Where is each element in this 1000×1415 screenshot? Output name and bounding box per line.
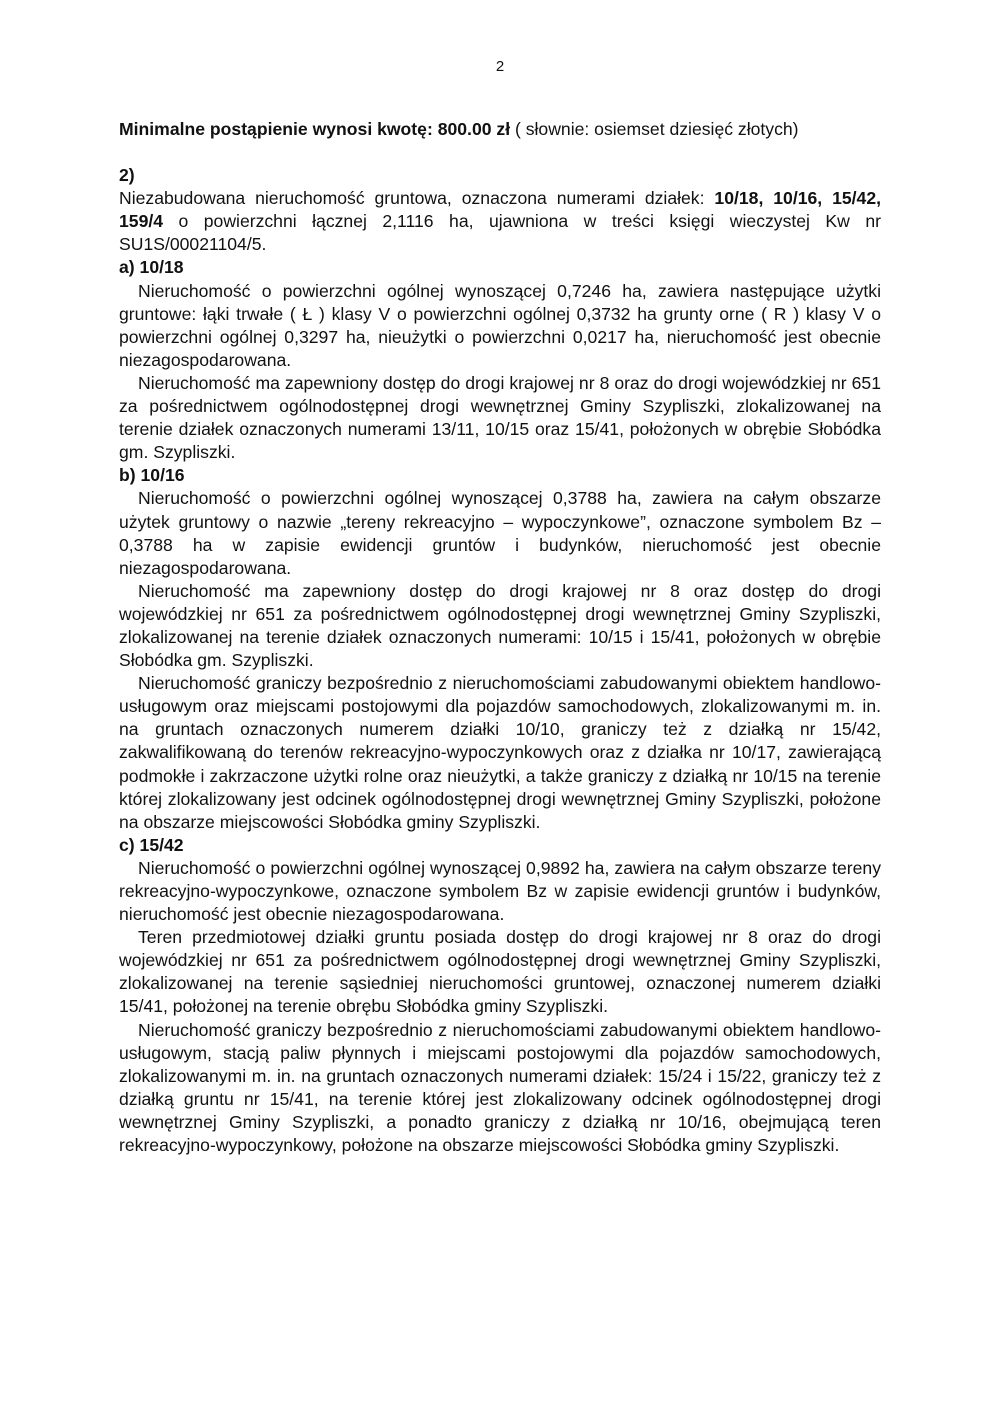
min-bid-label: Minimalne postąpienie wynosi kwotę: 800.00 zł: [119, 119, 511, 139]
item-2-intro: [119, 187, 881, 256]
document-body: [119, 118, 881, 1157]
section-c-paragraph-1: Nieruchomość o powierzchni ogólnej wynoszącej 0,9892 ha, zawiera na całym obszarze tereny rekreacyjno-wypoczynkowe, oznaczone symbolem Bz w zapisie ewidencji gruntów i budynków, nieruchomość jest obecnie niezagospodarowana.: [119, 857, 881, 925]
min-bid-paragraph: [119, 118, 881, 141]
section-c-paragraph-3: Nieruchomość graniczy bezpośrednio z nieruchomościami zabudowanymi obiektem handlowo-usługowym, stacją paliw płynnych i miejscami postojowymi dla pojazdów samochodowych, zlokalizowanymi m. in. na gruntach oznaczonych numerami działek: 15/24 i 15/22, graniczy też z działką gruntu nr 15/41, na terenie której jest zlokalizowany odcinek ogólnodostępnej drogi wewnętrznej Gminy Szypliszki, a ponadto graniczy z działką nr 10/16, obejmującą teren rekreacyjno-wypoczynkowy, położone na obszarze miejscowości Słobódka gminy Szypliszki.: [119, 1019, 881, 1156]
section-b-paragraph-2: Nieruchomość ma zapewniony dostęp do drogi krajowej nr 8 oraz dostęp do drogi wojewódzkiej nr 651 za pośrednictwem ogólnodostępnej drogi wewnętrznej Gminy Szypliszki, zlokalizowanej na terenie działek oznaczonych numerami: 10/15 i 15/41, położonych w obrębie Słobódka gm. Szypliszki.: [119, 580, 881, 671]
section-a-paragraph-1: Nieruchomość o powierzchni ogólnej wynoszącej 0,7246 ha, zawiera następujące użytki gruntowe: łąki trwałe ( Ł ) klasy V o powierzchni ogólnej 0,3732 ha grunty orne ( R ) klasy V o powierzchni ogólnej 0,3297 ha, nieużytki o powierzchni 0,0217 ha, nieruchomość jest obecnie niezagospodarowana.: [119, 280, 881, 370]
min-bid-words: ( słownie: osiemset dziesięć złotych): [510, 119, 799, 139]
section-a-paragraph-2: Nieruchomość ma zapewniony dostęp do drogi krajowej nr 8 oraz do drogi wojewódzkiej nr 651 za pośrednictwem ogólnodostępnej drogi wewnętrznej Gminy Szypliszki, zlokalizowanej na terenie działek oznaczonych numerami 13/11, 10/15 oraz 15/41, położonych w obrębie Słobódka gm. Szypliszki.: [119, 372, 881, 463]
item-2-heading: 2): [119, 165, 135, 186]
spacer: [119, 141, 881, 164]
section-a-heading: a) 10/18: [119, 257, 184, 278]
item-2-intro-text: Niezabudowana nieruchomość gruntowa, oznaczona numerami działek:: [119, 188, 705, 209]
section-b-paragraph-1: Nieruchomość o powierzchni ogólnej wynoszącej 0,3788 ha, zawiera na całym obszarze użytek gruntowy o nazwie „tereny rekreacyjno – wypoczynkowe”, oznaczone symbolem Bz – 0,3788 ha w zapisie ewidencji gruntów i budynków, nieruchomość jest obecnie niezagospodarowana.: [119, 488, 881, 578]
item-2-intro-rest: o powierzchni łącznej 2,1116 ha, ujawniona w treści księgi wieczystej Kw nr SU1S/00021104/5.: [119, 211, 881, 255]
section-b-heading: b) 10/16: [119, 465, 185, 486]
section-c-heading: c) 15/42: [119, 834, 184, 855]
section-c-paragraph-2: Teren przedmiotowej działki gruntu posiada dostęp do drogi krajowej nr 8 oraz do drogi wojewódzkiej nr 651 za pośrednictwem ogólnodostępnej drogi wewnętrznej Gminy Szypliszki, zlokalizowanej na terenie sąsiedniej nieruchomości gruntowej, oznaczonej numerem działki 15/41, położonej na terenie obrębu Słobódka gminy Szypliszki.: [119, 927, 881, 1017]
page-number: 2: [495, 58, 505, 75]
item-2-plot-numbers: 10/18, 10/16, 15/42, 159/4: [119, 188, 881, 232]
section-b-paragraph-3: Nieruchomość graniczy bezpośrednio z nieruchomościami zabudowanymi obiektem handlowo-usługowym oraz miejscami postojowymi dla pojazdów samochodowych, zlokalizowanymi m. in. na gruntach oznaczonych numerem działki 10/10, graniczy też z działką nr 15/42, zakwalifikowaną do terenów rekreacyjno-wypoczynkowych oraz z działka nr 10/17, zawierającą podmokłe i zakrzaczone użytki rolne oraz nieużytki, a także graniczy z działką nr 10/15 na terenie której zlokalizowany jest odcinek ogólnodostępnej drogi wewnętrznej Gminy Szypliszki, położone na obszarze miejscowości Słobódka gminy Szypliszki.: [119, 673, 881, 832]
